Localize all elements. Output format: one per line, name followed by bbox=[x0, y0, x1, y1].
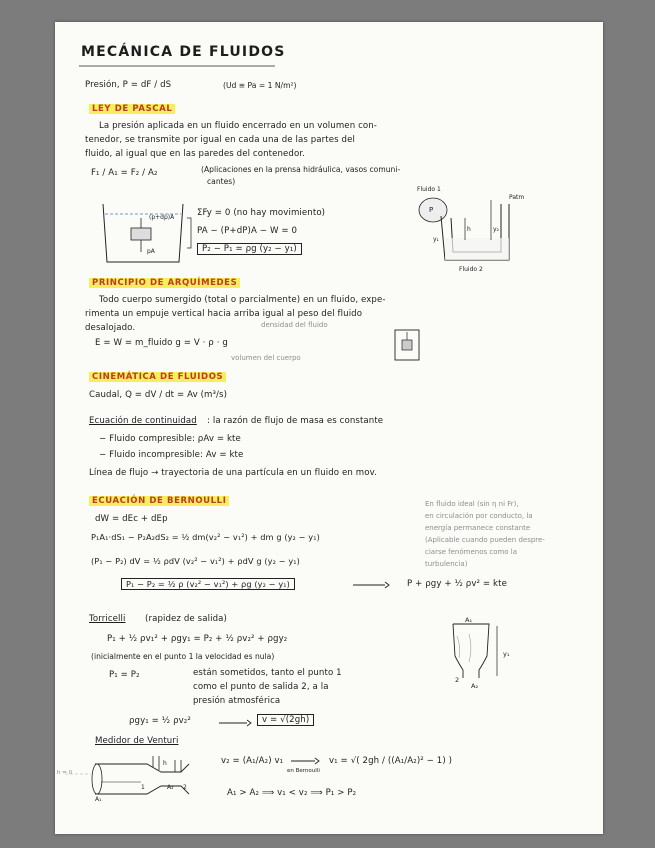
venturi-heading: Medidor de Venturi bbox=[95, 736, 179, 746]
archimedes-vessel-diagram bbox=[393, 328, 423, 364]
torricelli-boxed: v = √(2gh) bbox=[257, 714, 314, 726]
venturi-h: h bbox=[163, 760, 167, 767]
venturi-eq-1: v₂ = (A₁/A₂) v₁ bbox=[221, 756, 284, 766]
u-tube-fluid1: Fluido 1 bbox=[417, 186, 441, 193]
bernoulli-boxed: P₁ − P₂ = ½ ρ (v₂² − v₁²) + ρg (y₂ − y₁) bbox=[121, 578, 295, 590]
pascal-line-2: tenedor, se transmite por igual en cada una de las partes del bbox=[85, 135, 355, 145]
pressure-units: (Ud ≡ Pa = 1 N/m²) bbox=[223, 81, 297, 90]
torricelli-heading: Torricelli bbox=[89, 614, 126, 624]
torricelli-p-eq: P₁ = P₂ bbox=[109, 670, 140, 680]
u-tube-fluid2: Fluido 2 bbox=[459, 266, 483, 273]
venturi-point-1: 1 bbox=[141, 784, 145, 791]
kinematics-flow: Caudal, Q = dV / dt = Av (m³/s) bbox=[89, 390, 228, 400]
bernoulli-eq-2: P₁A₁·dS₁ − P₂A₂dS₂ = ½ dm(v₂² − v₁²) + dm g (y₂ − y₁) bbox=[91, 532, 320, 542]
streamline-definition: Línea de flujo → trayectoria de una partícula en un fluido en mov. bbox=[89, 468, 377, 478]
torricelli-zero-note: (inicialmente en el punto 1 la velocidad es nula) bbox=[91, 652, 275, 661]
venturi-a1: A₁ bbox=[95, 796, 102, 803]
beaker-bottom-label: pA bbox=[147, 248, 155, 255]
u-tube-p: P bbox=[429, 206, 434, 214]
archimedes-density-note: densidad del fluido bbox=[261, 321, 328, 329]
archimedes-line-1: Todo cuerpo sumergido (total o parcialmente) en un fluido, expe- bbox=[99, 295, 386, 305]
bernoulli-note-2: en circulación por conducto, la bbox=[425, 512, 533, 520]
venturi-diagram bbox=[61, 754, 215, 808]
continuity-label: Ecuación de continuidad bbox=[89, 416, 197, 426]
torricelli-arrow bbox=[217, 718, 253, 728]
beaker-top-label: (p+dp)A bbox=[149, 214, 175, 221]
pascal-heading: LEY DE PASCAL bbox=[89, 104, 175, 114]
archimedes-heading: PRINCIPIO DE ARQUÍMEDES bbox=[89, 278, 240, 288]
u-tube-y1: y₁ bbox=[433, 236, 439, 243]
bottle-point-2: 2 bbox=[455, 676, 460, 684]
torricelli-p-text-1: están sometidos, tanto el punto 1 bbox=[193, 668, 342, 678]
pascal-eq-1: ΣFy = 0 (no hay movimiento) bbox=[197, 208, 326, 218]
torricelli-subtitle: (rapidez de salida) bbox=[145, 614, 227, 624]
pressure-formula: Presión, P = dF / dS bbox=[85, 80, 172, 90]
bernoulli-note-5: ciarse fenómenos como la bbox=[425, 548, 518, 556]
title-underline bbox=[79, 64, 279, 68]
u-tube-h: h bbox=[467, 226, 471, 233]
bottle-y1: y₁ bbox=[503, 650, 510, 658]
bernoulli-note-3: energía permanece constante bbox=[425, 524, 531, 532]
kinematics-heading: CINEMÁTICA DE FLUIDOS bbox=[89, 372, 226, 382]
torricelli-p-text-3: presión atmosférica bbox=[193, 696, 281, 706]
pascal-applications-1: (Aplicaciones en la prensa hidráulica, vasos comuni- bbox=[201, 165, 401, 174]
notebook-page bbox=[55, 22, 603, 834]
pascal-ratio: F₁ / A₁ = F₂ / A₂ bbox=[91, 168, 158, 178]
bernoulli-result: P + ρgy + ½ ρv² = kte bbox=[407, 579, 507, 589]
compressible-fluid: − Fluido compresible: ρAv = kte bbox=[99, 434, 241, 444]
venturi-a2: A₂ bbox=[167, 784, 174, 791]
bernoulli-eq-1: dW = dEc + dEp bbox=[95, 514, 168, 524]
pascal-eq-3: P₂ − P₁ = ρg (y₂ − y₁) bbox=[197, 243, 302, 255]
venturi-relation: A₁ > A₂ ⟹ v₁ < v₂ ⟹ P₁ > P₂ bbox=[227, 788, 357, 798]
pascal-line-3: fluido, al igual que en las paredes del contenedor. bbox=[85, 149, 306, 159]
bottle-a2: A₂ bbox=[471, 682, 479, 690]
bernoulli-note-1: En fluido ideal (sin η ni Fr), bbox=[425, 500, 519, 508]
venturi-axis-label: h = 0 bbox=[57, 770, 73, 776]
archimedes-volume-note: volumen del cuerpo bbox=[231, 354, 301, 362]
u-tube-y2: y₂ bbox=[493, 226, 499, 233]
page-title: MECÁNICA DE FLUIDOS bbox=[81, 44, 286, 60]
archimedes-formula: E = W = m_fluido g = V · ρ · g bbox=[95, 338, 228, 348]
bernoulli-arrow bbox=[351, 580, 391, 590]
venturi-point-2: 2 bbox=[183, 784, 187, 791]
bernoulli-heading: ECUACIÓN DE BERNOULLI bbox=[89, 496, 229, 506]
torricelli-final: ρgy₁ = ½ ρv₂² bbox=[129, 716, 191, 726]
venturi-arrow bbox=[289, 756, 321, 766]
pascal-applications-2: cantes) bbox=[207, 177, 236, 186]
bottle-a1: A₁ bbox=[465, 616, 473, 624]
torricelli-eq: P₁ + ½ ρv₁² + ρgy₁ = P₂ + ½ ρv₂² + ρgy₂ bbox=[107, 634, 288, 644]
pascal-line-1: La presión aplicada en un fluido encerrado en un volumen con- bbox=[99, 121, 378, 131]
archimedes-line-2: rimenta un empuje vertical hacia arriba igual al peso del fluido bbox=[85, 309, 363, 319]
bernoulli-note-4: (Aplicable cuando pueden despre- bbox=[425, 536, 545, 544]
bernoulli-note-6: turbulencia) bbox=[425, 560, 468, 568]
u-tube-patm: Patm bbox=[509, 194, 525, 201]
venturi-bernoulli-label: en Bernoulli bbox=[287, 768, 320, 774]
continuity-text: : la razón de flujo de masa es constante bbox=[207, 416, 384, 426]
archimedes-line-3: desalojado. bbox=[85, 323, 136, 333]
beaker-diagram bbox=[95, 198, 195, 268]
torricelli-p-text-2: como el punto de salida 2, a la bbox=[193, 682, 329, 692]
pascal-eq-2: PA − (P+dP)A − W = 0 bbox=[197, 226, 298, 236]
incompressible-fluid: − Fluido incompresible: Av = kte bbox=[99, 450, 244, 460]
venturi-eq-2: v₁ = √( 2gh / ((A₁/A₂)² − 1) ) bbox=[329, 756, 453, 766]
bernoulli-eq-3: (P₁ − P₂) dV = ½ ρdV (v₂² − v₁²) + ρdV g (y₂ − y₁) bbox=[91, 556, 300, 566]
